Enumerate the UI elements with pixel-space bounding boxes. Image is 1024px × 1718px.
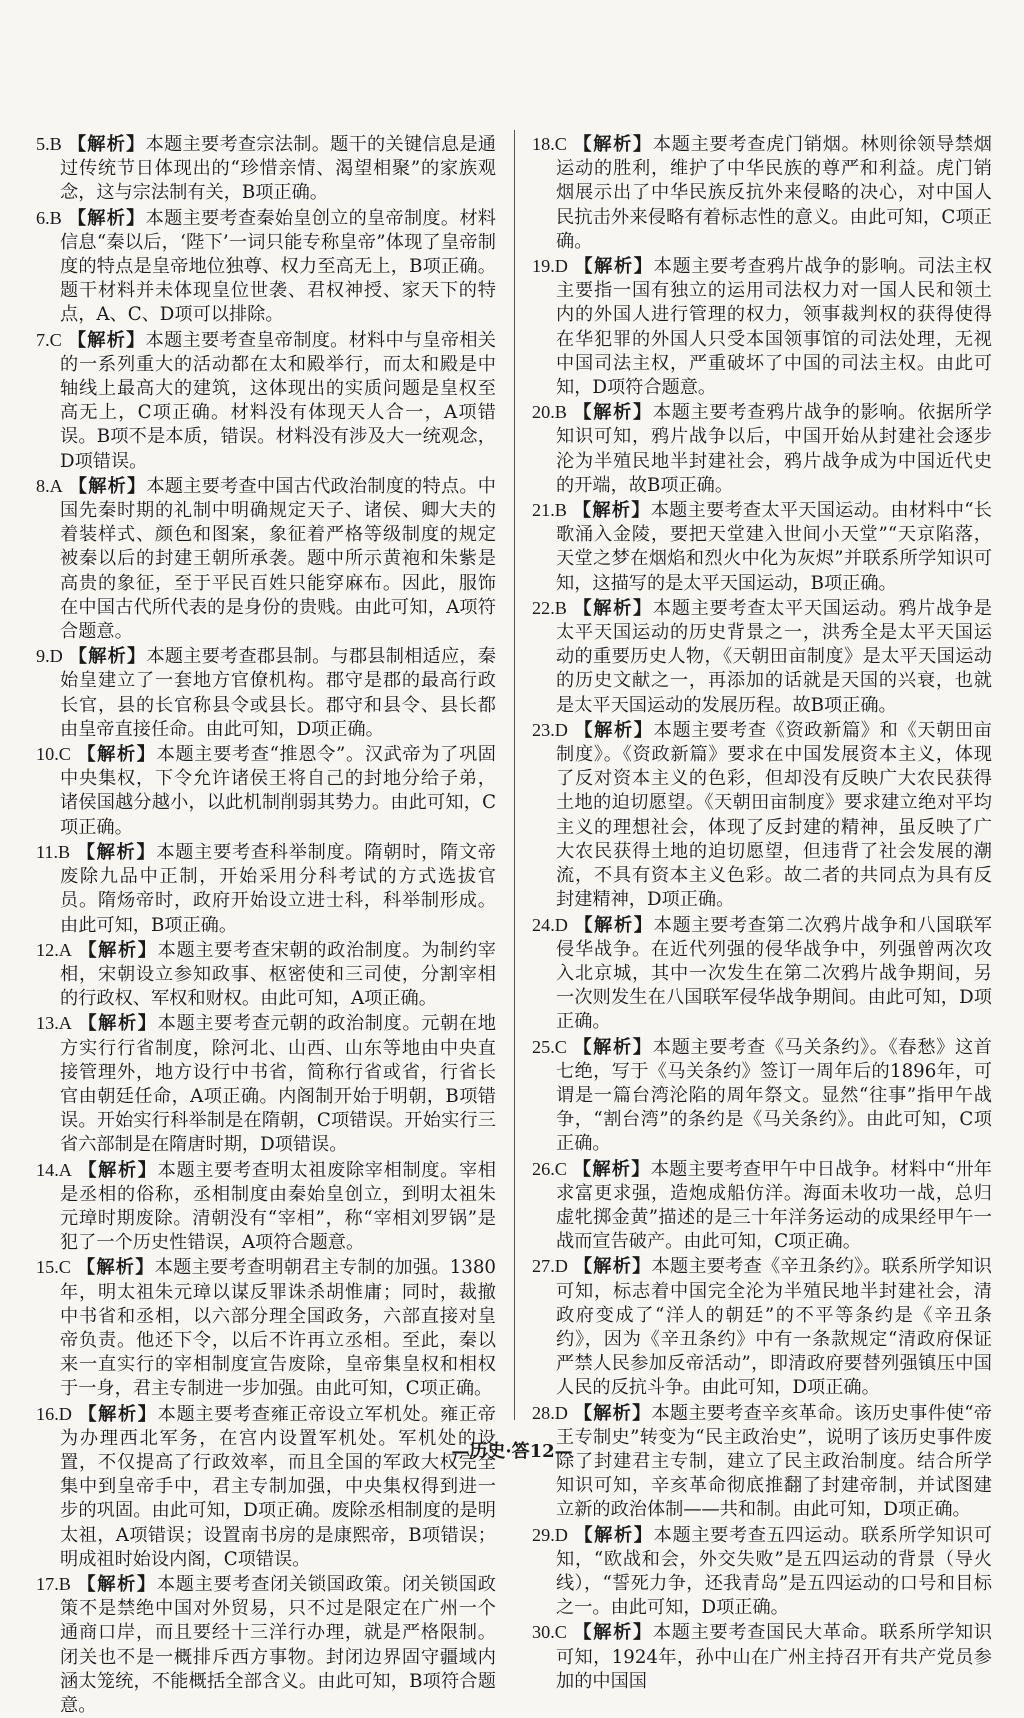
answer-item: 21.B 【解析】本题主要考查太平天国运动。由材料中“长歌涌入金陵，要把天堂建入世间小天堂”“天京陷落，天堂之梦在烟焰和烈火中化为灰烬”并联系所学知识可知，这描写的是太平天国运动，B项正确。 <box>532 500 992 594</box>
left-column <box>36 132 496 1718</box>
page-footer: —历史·答12— <box>451 1441 573 1462</box>
answer-item: 19.D 【解析】本题主要考查鸦片战争的影响。司法主权主要指一国有独立的运用司法权力对一国人民和领土内的外国人进行管理的权力，领事裁判权的获得使得在华犯罪的外国人只受本国领事馆的司法处理，无视中国司法主权，严重破坏了中国的司法主权。由此可知，D项符合题意。 <box>532 256 992 399</box>
answer-item: 20.B 【解析】本题主要考查鸦片战争的影响。依据所学知识可知，鸦片战争以后，中国开始从封建社会逐步沦为半殖民地半封建社会，鸦片战争成为中国近代史的开端，故B项正确。 <box>532 402 992 496</box>
column-divider <box>514 130 515 1420</box>
answer-item: 26.C 【解析】本题主要考查甲午中日战争。材料中“卅年求富更求强，造炮成船仿洋。海面未收功一战，总归虚牝掷金黄”描述的是三十年洋务运动的成果经甲午一战而宣告破产。由此可知，C项正确。 <box>532 1158 992 1253</box>
answer-item: 16.D 【解析】本题主要考查雍正帝设立军机处。雍正帝为办理西北军务，在宫内设置军机处。军机处的设置，不仅提高了行政效率，而且全国的军政大权完全集中到皇帝手中，君主专制加强，中央集权得到进一步的巩固。由此可知，D项正确。废除丞相制度的是明太祖，A项错误；设置南书房的是康熙帝，B项错误；明成祖时始设内阁，C项错误。 <box>36 1403 496 1570</box>
answer-item: 25.C 【解析】本题主要考查《马关条约》。《春愁》这首七绝，写于《马关条约》签订一周年后的1896年，可谓是一篇台湾沦陷的周年祭文。显然“往事”指甲午战争，“割台湾”的条约是《马关条约》。由此可知，C项正确。 <box>532 1036 992 1155</box>
answer-item: 6.B 【解析】本题主要考查秦始皇创立的皇帝制度。材料信息“秦以后，‘陛下’一词只能专称皇帝”体现了皇帝制度的特点是皇帝地位独尊、权力至高无上，B项正确。题干材料并未体现皇位世袭、君权神授、家天下的特点，A、C、D项可以排除。 <box>36 207 496 326</box>
answer-item: 17.B 【解析】本题主要考查闭关锁国政策。闭关锁国政策不是禁绝中国对外贸易，只不过是限定在广州一个通商口岸，而且要经十三洋行办理，就是严格限制。闭关也不是一概排斥西方事物。封闭边界固守疆域内涵太笼统，不能概括全部含义。由此可知，B项符合题意。 <box>36 1573 496 1716</box>
answer-item: 7.C 【解析】本题主要考查皇帝制度。材料中与皇帝相关的一系列重大的活动都在太和殿举行，而太和殿是中轴线上最高大的建筑，这体现出的实质问题是皇权至高无上，C项正确。材料没有体现天人合一，A项错误。B项不是本质，错误。材料没有涉及大一统观念，D项错误。 <box>36 329 496 472</box>
answer-item: 24.D 【解析】本题主要考查第二次鸦片战争和八国联军侵华战争。在近代列强的侵华战争中，列强曾两次攻入北京城，其中一次发生在第二次鸦片战争期间，另一次则发生在八国联军侵华战争期间。由此可知，D项正确。 <box>532 914 992 1033</box>
answer-item: 18.C 【解析】本题主要考查虎门销烟。林则徐领导禁烟运动的胜利，维护了中华民族的尊严和利益。虎门销烟展示出了中华民族反抗外来侵略的决心，对中国人民抗击外来侵略有着标志性的意义。由此可知，C项正确。 <box>532 134 992 252</box>
answer-item: 5.B 【解析】本题主要考查宗法制。题干的关键信息是通过传统节日体现出的“珍惜亲情、渴望相聚”的家族观念，这与宗法制有关，B项正确。 <box>36 134 496 204</box>
answer-item: 30.C 【解析】本题主要考查国民大革命。联系所学知识可知，1924年，孙中山在广州主持召开有共产党员参加的中国国 <box>532 1622 992 1692</box>
answer-item: 15.C 【解析】本题主要考查明朝君主专制的加强。1380年，明太祖朱元璋以谋反罪诛杀胡惟庸；同时，裁撤中书省和丞相，以六部分理全国政务，六部直接对皇帝负责。他还下令，以后不许再立丞相。至此，秦以来一直实行的宰相制度宣告废除，皇帝集皇权和相权于一身，君主专制进一步加强。由此可知，C项正确。 <box>36 1257 496 1400</box>
answer-item: 28.D 【解析】本题主要考查辛亥革命。该历史事件使“帝王专制史”转变为“民主政治史”，说明了该历史事件废除了封建君主专制，建立了民主政治制度。结合所学知识可知，辛亥革命彻底推翻了封建帝制，并试图建立新的政治体制——共和制。由此可知，D项正确。 <box>532 1402 992 1521</box>
answer-item: 27.D 【解析】本题主要考查《辛丑条约》。联系所学知识可知，标志着中国完全沦为半殖民地半封建社会，清政府变成了“洋人的朝廷”的不平等条约是《辛丑条约》，因为《辛丑条约》中有一条款规定“清政府保证严禁人民参加反帝活动”，即清政府要替列强镇压中国人民的反抗斗争。由此可知，D项正确。 <box>532 1256 992 1399</box>
answer-item: 14.A 【解析】本题主要考查明太祖废除宰相制度。宰相是丞相的俗称，丞相制度由秦始皇创立，到明太祖朱元璋时期废除。清朝没有“宰相”，称“宰相刘罗锅”是犯了一个历史性错误，A项符合题意。 <box>36 1159 496 1254</box>
answer-item: 13.A 【解析】本题主要考查元朝的政治制度。元朝在地方实行行省制度，除河北、山西、山东等地由中央直接管理外，地方设行中书省，简称行省或省，行省长官由朝廷任命，A项正确。内阁制开始于明朝，B项错误。开始实行科举制是在隋朝，C项错误。开始实行三省六部制是在隋唐时期，D项错误。 <box>36 1013 496 1156</box>
answer-item: 12.A 【解析】本题主要考查宋朝的政治制度。为制约宰相，宋朝设立参知政事、枢密使和三司使，分割宰相的行政权、军权和财权。由此可知，A项正确。 <box>36 939 496 1010</box>
answer-item: 10.C 【解析】本题主要考查“推恩令”。汉武帝为了巩固中央集权，下令允许诸侯王将自己的封地分给子弟，诸侯国越分越小，以此机制削弱其势力。由此可知，C项正确。 <box>36 744 496 838</box>
answer-item: 23.D 【解析】本题主要考查《资政新篇》和《天朝田亩制度》。《资政新篇》要求在中国发展资本主义，体现了反对资本主义的色彩，但却没有反映广大农民获得土地的迫切愿望。《天朝田亩制度》要求建立绝对平均主义的理想社会，体现了反封建的精神，虽反映了广大农民获得土地的迫切愿望，但违背了社会发展的潮流，不具有资本主义色彩。故二者的共同点为具有反封建精神，D项正确。 <box>532 719 992 911</box>
answer-item: 22.B 【解析】本题主要考查太平天国运动。鸦片战争是太平天国运动的历史背景之一，洪秀全是太平天国运动的重要历史人物，《天朝田亩制度》是太平天国运动的历史文献之一，再添加的话就是天国的兴衰，也就是太平天国运动的发展历程。故B项正确。 <box>532 597 992 716</box>
answer-item: 11.B 【解析】本题主要考查科举制度。隋朝时，隋文帝废除九品中正制，开始采用分科考试的方式选拔官员。隋炀帝时，政府开始设立进士科，科举制形成。由此可知，B项正确。 <box>36 841 496 936</box>
answer-item: 29.D 【解析】本题主要考查五四运动。联系所学知识可知，“欧战和会，外交失败”是五四运动的背景（导火线），“誓死力争，还我青岛”是五四运动的口号和目标之一。由此可知，D项正确。 <box>532 1524 992 1619</box>
answer-item: 8.A 【解析】本题主要考查中国古代政治制度的特点。中国先秦时期的礼制中明确规定天子、诸侯、卿大夫的着装样式、颜色和图案，象征着严格等级制度的规定被秦以后的封建王朝所承袭。题中所示黄袍和朱紫是高贵的象征，至于平民百姓只能穿麻布。因此，服饰在中国古代所代表的是身份的贵贱。由此可知，A项符合题意。 <box>36 475 496 643</box>
answer-item: 9.D 【解析】本题主要考查郡县制。与郡县制相适应，秦始皇建立了一套地方官僚机构。郡守是郡的最高行政长官，县的长官称县令或县长。郡守和县令、县长都由皇帝直接任命。由此可知，D项正确。 <box>36 646 496 740</box>
